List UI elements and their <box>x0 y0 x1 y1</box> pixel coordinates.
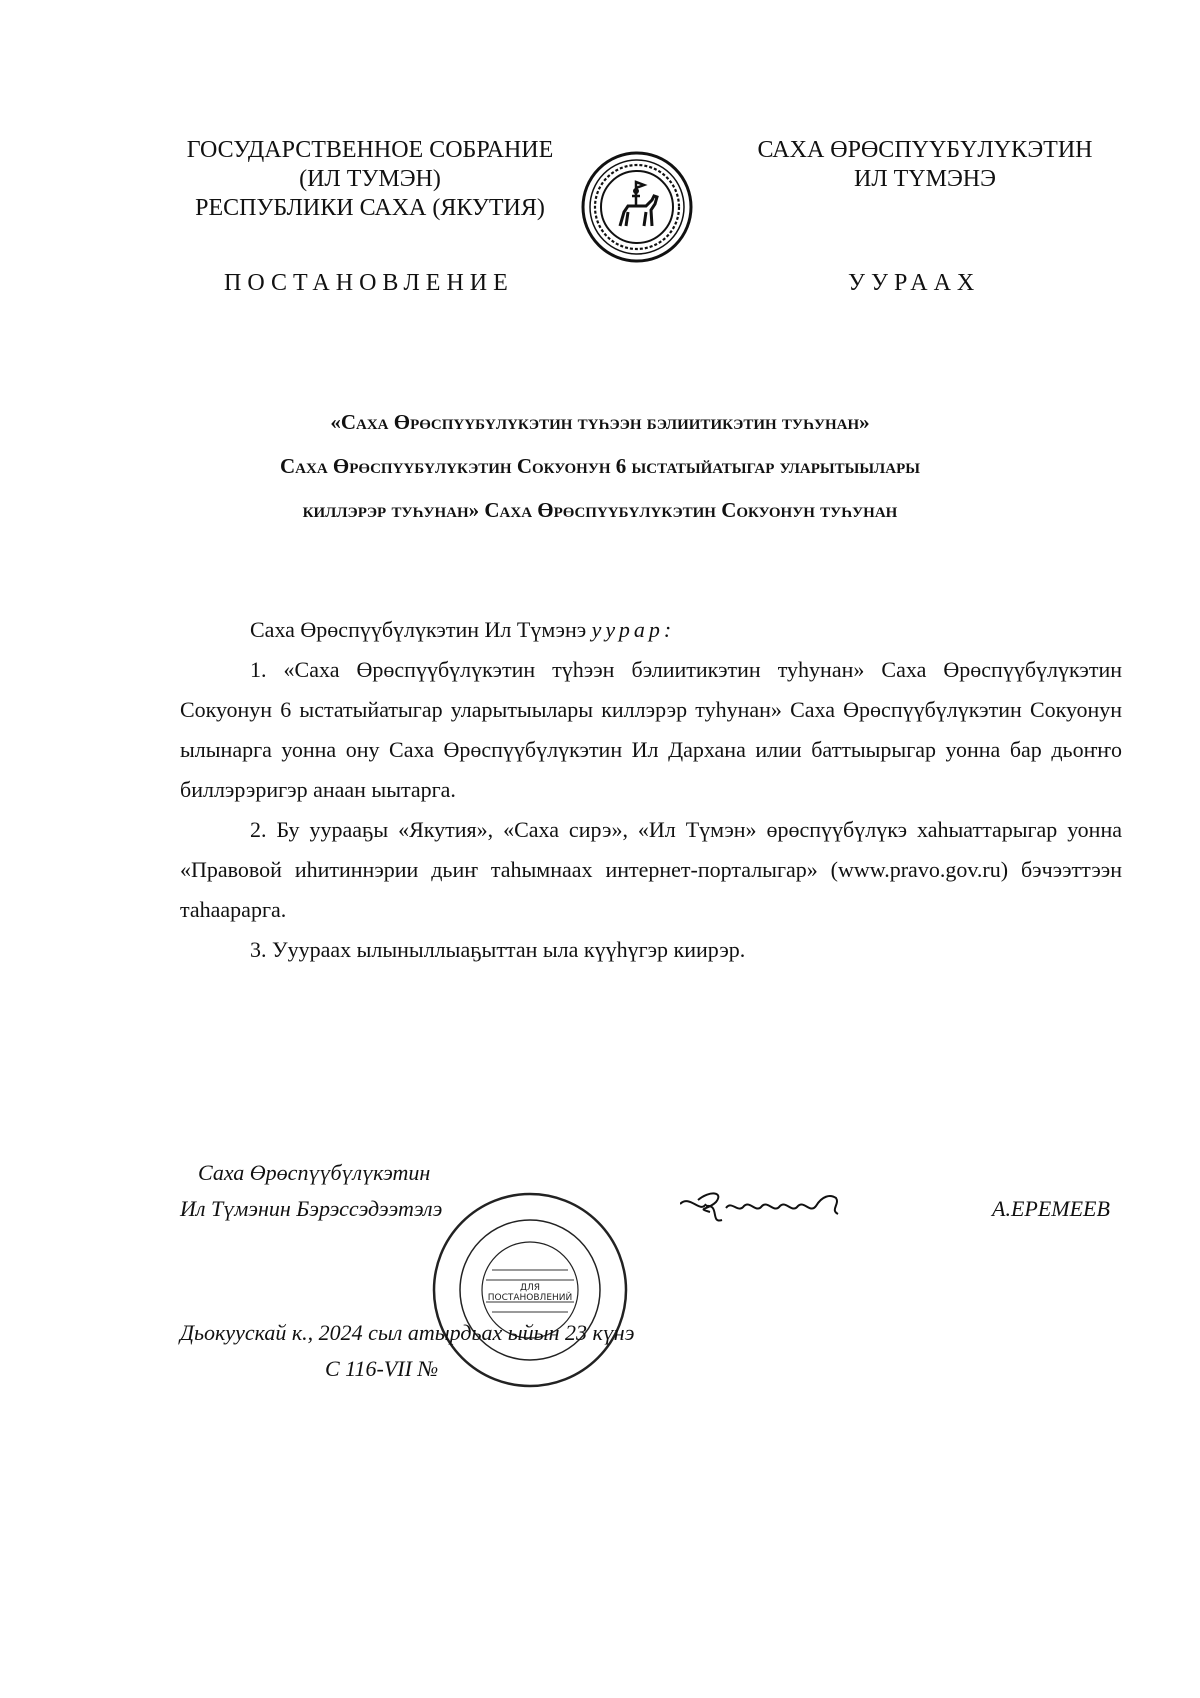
signer-name: А.ЕРЕМЕЕВ <box>992 1196 1110 1221</box>
header-left-line-2: (ИЛ ТУМЭН) <box>299 166 441 192</box>
official-round-stamp-icon <box>430 1190 630 1390</box>
enacting-clause-text: Саха Өрөспүүбүлүкэтин Ил Түмэнэ <box>250 617 587 642</box>
body-item-2: 2. Бу уурааҕы «Якутия», «Саха сирэ», «Ил Түмэн» өрөспүүбүлүкэ хаһыаттарыгар уонна «Правовой иһитиннэрии дьиҥ таһымнаах интернет-порталыгар» (www.pravo.gov.ru) бэчээттээн таһаарарга. <box>180 817 1122 922</box>
title-line-3: киллэрэр туһунан» Саха Өрөспүүбүлүкэтин Сокуонун туһунан <box>302 498 898 522</box>
doc-type-sakha: УУРААХ <box>848 270 981 296</box>
header-left-line-1: ГОСУДАРСТВЕННОЕ СОБРАНИЕ <box>186 137 554 163</box>
header-russian <box>160 136 580 223</box>
sakha-republic-coat-of-arms-icon <box>580 150 694 264</box>
enacting-verb: уурар: <box>591 617 676 642</box>
signer-position-line-1: Саха Өрөспүүбүлүкэтин <box>198 1160 431 1185</box>
signer-position-line-2: Ил Түмэнин Бэрэссэдээтэлэ <box>180 1196 443 1221</box>
header-left-line-3: РЕСПУБЛИКИ САХА (ЯКУТИЯ) <box>195 195 545 221</box>
svg-text:ПОСТАНОВЛЕНИЙ: ПОСТАНОВЛЕНИЙ <box>487 1293 573 1303</box>
title-line-1: «Саха Өрөспүүбүлүкэтин түһээн бэлиитикэтин туһунан» <box>330 410 870 434</box>
svg-text:ДЛЯ: ДЛЯ <box>519 1283 541 1293</box>
doc-type-russian: ПОСТАНОВЛЕНИЕ <box>224 270 514 296</box>
document-title <box>140 400 1060 532</box>
title-line-2: Саха Өрөспүүбүлүкэтин Сокуонун 6 ыстатыйатыгар уларытыылары <box>280 454 920 478</box>
body-item-1: 1. «Саха Өрөспүүбүлүкэтин түһээн бэлиитикэтин туһунан» Саха Өрөспүүбүлүкэтин Сокуонун 6 ыстатыйатыгар уларытыылары киллэрэр туһунан» Саха Өрөспүүбүлүкэтин Сокуонун ылынарга уонна ону Саха Өрөспүүбүлүкэтин Ил Дархана илии баттыырыгар уонна бар дьоҥҥо биллэрэригэр анаан ыытарга. <box>180 657 1122 802</box>
document-body <box>180 610 1122 970</box>
header-sakha <box>735 136 1115 194</box>
enacting-clause <box>180 610 1122 650</box>
header-right-line-1: САХА ӨРӨСПҮҮБҮЛҮКЭТИН <box>757 137 1093 163</box>
body-item-3: 3. Ууураах ылыныллыаҕыттан ыла күүһүгэр киирэр. <box>250 937 746 962</box>
document-number: С 116-VII № <box>325 1356 439 1381</box>
header-right-line-2: ИЛ ТҮМЭНЭ <box>854 166 996 192</box>
place-and-date: Дьокуускай к., 2024 сыл атырдьах ыйын 23 күнэ <box>180 1320 635 1345</box>
handwritten-signature-icon <box>680 1180 890 1235</box>
